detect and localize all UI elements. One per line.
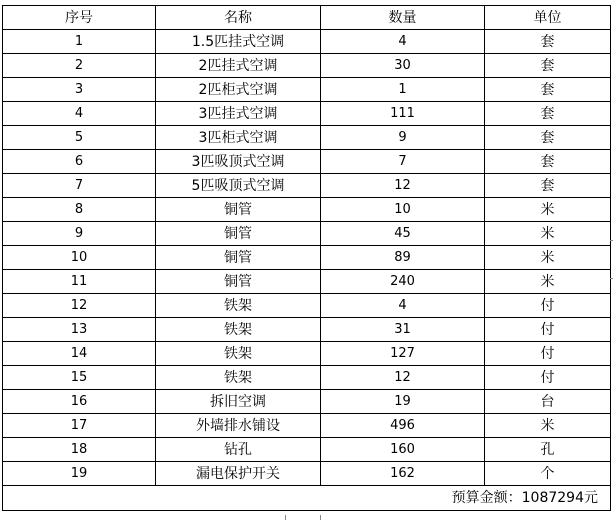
budget-table: [2, 5, 611, 511]
cell-name: 铜管: [156, 246, 321, 270]
cell-name: 铜管: [156, 270, 321, 294]
cell-quantity: 19: [321, 390, 485, 414]
cell-quantity: 12: [321, 366, 485, 390]
header-index: 序号: [3, 6, 156, 30]
cell-quantity: 12: [321, 174, 485, 198]
cell-name: 3匹吸顶式空调: [156, 150, 321, 174]
header-name: 名称: [156, 6, 321, 30]
cell-index: 8: [3, 198, 156, 222]
cell-index: 9: [3, 222, 156, 246]
cell-index: 5: [3, 126, 156, 150]
cell-unit: 孔: [485, 438, 611, 462]
cell-unit: 付: [485, 318, 611, 342]
cell-index: 11: [3, 270, 156, 294]
cell-unit: 套: [485, 150, 611, 174]
table-row: [3, 342, 611, 366]
page-fold-marks: [285, 515, 325, 520]
table-row: [3, 246, 611, 270]
cell-unit: 米: [485, 246, 611, 270]
table-header-row: [3, 6, 611, 30]
cell-name: 1.5匹挂式空调: [156, 30, 321, 54]
cell-quantity: 4: [321, 294, 485, 318]
table-row: [3, 390, 611, 414]
cell-name: 外墙排水铺设: [156, 414, 321, 438]
table-row: [3, 222, 611, 246]
table-row: [3, 198, 611, 222]
budget-total: 预算金额：1087294元: [3, 486, 611, 511]
cell-quantity: 160: [321, 438, 485, 462]
cell-quantity: 1: [321, 78, 485, 102]
table-row: [3, 318, 611, 342]
cell-name: 铁架: [156, 342, 321, 366]
cell-quantity: 9: [321, 126, 485, 150]
cell-unit: 套: [485, 126, 611, 150]
cell-name: 5匹吸顶式空调: [156, 174, 321, 198]
cell-index: 3: [3, 78, 156, 102]
cell-unit: 台: [485, 390, 611, 414]
table-row: [3, 174, 611, 198]
cell-index: 17: [3, 414, 156, 438]
table-row: [3, 30, 611, 54]
cell-name: 铜管: [156, 198, 321, 222]
cell-quantity: 10: [321, 198, 485, 222]
header-quantity: 数量: [321, 6, 485, 30]
cell-index: 12: [3, 294, 156, 318]
cell-name: 2匹挂式空调: [156, 54, 321, 78]
header-unit: 单位: [485, 6, 611, 30]
cell-quantity: 496: [321, 414, 485, 438]
cell-unit: 米: [485, 414, 611, 438]
cell-index: 1: [3, 30, 156, 54]
fold-mark-right: [320, 515, 321, 520]
cell-unit: 套: [485, 30, 611, 54]
cell-unit: 付: [485, 294, 611, 318]
cell-unit: 套: [485, 102, 611, 126]
cell-index: 16: [3, 390, 156, 414]
cell-name: 拆旧空调: [156, 390, 321, 414]
cell-index: 15: [3, 366, 156, 390]
cell-quantity: 111: [321, 102, 485, 126]
table-row: [3, 78, 611, 102]
cell-index: 19: [3, 462, 156, 486]
cell-name: 铁架: [156, 318, 321, 342]
cell-index: 2: [3, 54, 156, 78]
cell-quantity: 240: [321, 270, 485, 294]
table-row: [3, 438, 611, 462]
cell-name: 3匹柜式空调: [156, 126, 321, 150]
table-row: [3, 414, 611, 438]
cell-index: 18: [3, 438, 156, 462]
cell-quantity: 45: [321, 222, 485, 246]
cell-index: 13: [3, 318, 156, 342]
cell-name: 铁架: [156, 366, 321, 390]
table-row: [3, 294, 611, 318]
cell-index: 6: [3, 150, 156, 174]
cell-name: 钻孔: [156, 438, 321, 462]
cell-quantity: 30: [321, 54, 485, 78]
cell-quantity: 162: [321, 462, 485, 486]
cell-quantity: 89: [321, 246, 485, 270]
cell-quantity: 7: [321, 150, 485, 174]
cell-quantity: 4: [321, 30, 485, 54]
cell-index: 10: [3, 246, 156, 270]
cell-unit: 米: [485, 270, 611, 294]
cell-unit: 套: [485, 174, 611, 198]
cell-name: 2匹柜式空调: [156, 78, 321, 102]
cell-index: 4: [3, 102, 156, 126]
cell-quantity: 31: [321, 318, 485, 342]
cell-unit: 米: [485, 198, 611, 222]
total-row: [3, 486, 611, 511]
cell-unit: 付: [485, 366, 611, 390]
table-row: [3, 366, 611, 390]
cell-unit: 米: [485, 222, 611, 246]
cell-quantity: 127: [321, 342, 485, 366]
cell-name: 漏电保护开关: [156, 462, 321, 486]
cell-index: 7: [3, 174, 156, 198]
table-row: [3, 462, 611, 486]
table-row: [3, 270, 611, 294]
cell-unit: 付: [485, 342, 611, 366]
fold-mark-left: [285, 515, 286, 520]
cell-name: 3匹挂式空调: [156, 102, 321, 126]
cell-index: 14: [3, 342, 156, 366]
budget-table-body: [3, 6, 611, 511]
table-row: [3, 54, 611, 78]
cell-unit: 个: [485, 462, 611, 486]
table-row: [3, 126, 611, 150]
cell-name: 铜管: [156, 222, 321, 246]
cell-unit: 套: [485, 54, 611, 78]
cell-name: 铁架: [156, 294, 321, 318]
cell-unit: 套: [485, 78, 611, 102]
table-row: [3, 150, 611, 174]
table-row: [3, 102, 611, 126]
